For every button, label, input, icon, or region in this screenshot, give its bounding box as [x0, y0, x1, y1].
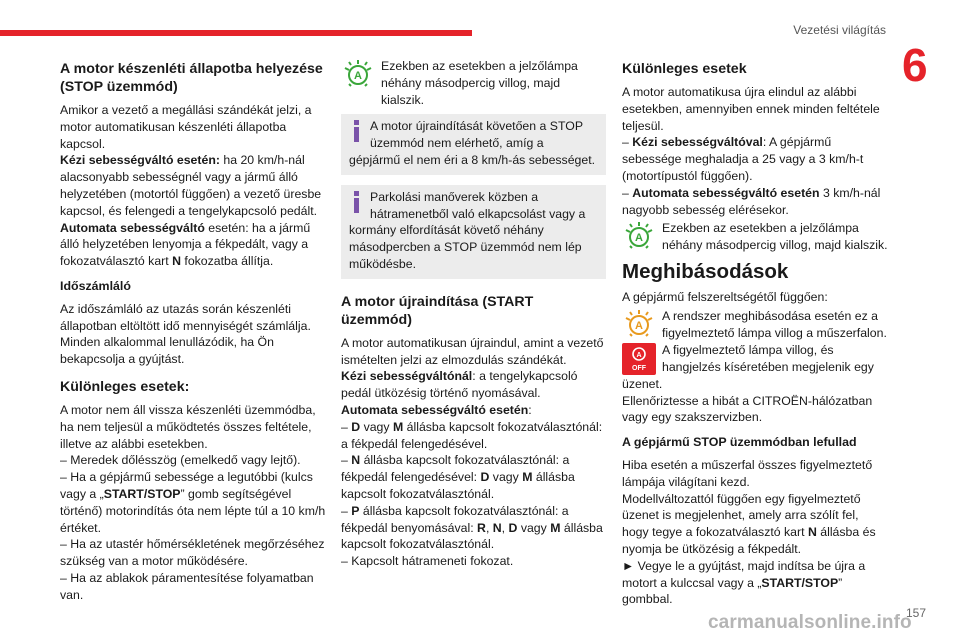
- indicator-letter: A: [354, 70, 362, 82]
- note-text: A figyelmeztető lámpa villog, és hangjelzés kíséretében megjelenik egy üzenet.: [622, 343, 874, 391]
- note-indicator: [341, 58, 606, 108]
- note-text: Ezekben az esetekben a jelzőlámpa néhány másodpercig villog, majd kialszik.: [381, 59, 578, 107]
- paragraph: Amikor a vezető a megállási szándékát jelzi, a motor automatikusan készenléti állapotba kapcsol. Kézi sebességváltó esetén: ha 20 km/h-nál alacsonyabb sebességnél vagy a jármű álló helyzetében (motortól függően) a vezető üresbe kapcsol, és felengedi a tengelykapcsoló pedált. Automata sebességváltó esetén: ha a jármű álló helyzetében lenyomja a fékpedált, vagy a fokozatválasztó kart N fokozatba állítja.: [60, 103, 322, 269]
- info-icon: [349, 191, 363, 213]
- heading-stalled: A gépjármű STOP üzemmódban lefullad: [622, 435, 857, 450]
- stop-start-fault-icon: [622, 308, 656, 342]
- column-1: [60, 58, 326, 611]
- heading-special-cases-2: Különleges esetek: [622, 61, 747, 77]
- column-3: [622, 58, 888, 615]
- info-text: A motor újraindítását követően a STOP üzemmód nem elérhető, amíg a gépjármű el nem éri a 8 km/h-ás sebességet.: [349, 119, 596, 167]
- paragraph: A gépjármű felszereltségétől függően:: [622, 290, 828, 305]
- off-label: OFF: [632, 365, 646, 373]
- note-text: Ezekben az esetekben a jelzőlámpa néhány másodpercig villog, majd kialszik.: [662, 221, 888, 253]
- paragraph: A motor nem áll vissza készenléti üzemmódba, ha nem teljesül a működtetés összes feltétele, illetve az alábbi esetekben. – Meredek dőlésszög (emelkedő vagy lejtő). – Ha a gépjármű sebessége a legutóbbi (kulcs vagy a „START/STOP” gomb segítségével történő) motorindítás óta nem lépte túl a 10 km/h értéket. – Ha az utastér hőmérsékletének megőrzéséhez szükség van a motor működésére. – Ha az ablakok páramentesítése folyamatban van.: [60, 402, 326, 602]
- info-box: [341, 114, 606, 174]
- heading-timer: Időszámláló: [60, 278, 131, 293]
- watermark: carmanualsonline.info: [708, 612, 912, 633]
- info-icon: [349, 120, 363, 142]
- stop-start-off-icon: [622, 343, 656, 375]
- indicator-letter: A: [635, 232, 643, 245]
- note-warning-off: [622, 342, 888, 392]
- column-2: [341, 58, 606, 577]
- info-box: [341, 185, 606, 279]
- paragraph: Az időszámláló az utazás során készenléti állapotban eltöltött idő mennyiségét számlálja. Minden alkalommal lenullázódik, ha Ön bekapcsolja a gyújtást.: [60, 301, 311, 367]
- heading-start-mode: A motor újraindítása (START üzemmód): [341, 293, 534, 328]
- header-accent-bar: [0, 30, 472, 36]
- note-text: A rendszer meghibásodása esetén ez a figyelmeztető lámpa villog a műszerfalon.: [662, 309, 887, 340]
- note-indicator: [622, 220, 888, 254]
- off-icon-graphic: [622, 343, 656, 375]
- indicator-letter: A: [636, 352, 642, 360]
- heading-stop-mode: A motor készenléti állapotba helyezése (STOP üzemmód): [60, 61, 323, 95]
- section-title: Vezetési világítás: [793, 23, 886, 37]
- note-warning: [622, 308, 888, 342]
- heading-faults: Meghibásodások: [622, 260, 789, 284]
- paragraph: A motor automatikusa újra elindul az alábbi esetekben, amennyiben ennek minden feltétele teljesül. – Kézi sebességváltóval: A gépjármű sebessége meghaladja a 25 vagy a 3 km/h-t (motortípustól függően). – Automata sebességváltó esetén 3 km/h-nál nagyobb sebesség elérésekor.: [622, 85, 881, 217]
- paragraph: Ellenőriztesse a hibát a CITROËN-hálózatban vagy egy szakszervizben.: [622, 393, 873, 425]
- chapter-number: 6: [902, 39, 928, 91]
- indicator-letter: A: [635, 320, 643, 333]
- heading-special-cases: Különleges esetek:: [60, 378, 190, 395]
- stop-start-indicator-icon: [341, 58, 375, 92]
- paragraph: Hiba esetén a műszerfal összes figyelmeztető lámpája világítani kezd. Modellváltozattól függően egy figyelmeztető üzenet is megjelenhet, amely arra szólít fel, hogy tegye a fokozatválasztó kart N állásba és nyomja be ütközésig a fékpedált. ► Vegye le a gyújtást, majd indítsa be újra a motort a kulccsal vagy a „START/STOP” gombbal.: [622, 457, 876, 607]
- page-number: 157: [905, 606, 926, 620]
- paragraph: A motor automatikusan újraindul, amint a vezető ismételten jelzi az elmozdulás szándékát. Kézi sebességváltónál: a tengelykapcsoló pedál ütközésig történő nyomásával. Automata sebességváltó esetén: – D vagy M állásba kapcsolt fokozatválasztónál: a fékpedál felengedésével. – N állásba kapcsolt fokozatválasztónál: a fékpedál felengedésével: D vagy M állásba kapcsolt fokozatválasztónál. – P állásba kapcsolt fokozatválasztónál: a fékpedál benyomásával: R, N, D vagy M állásba kapcsolt fokozatválasztónál. – Kapcsolt hátrameneti fokozat.: [341, 335, 604, 569]
- info-text: Parkolási manőverek közben a hátramenetből való elkapcsolást vagy a kormány elfordítását követő néhány másodpercben a STOP üzemmód nem lép működésbe.: [349, 189, 586, 271]
- stop-start-indicator-icon: [622, 220, 656, 254]
